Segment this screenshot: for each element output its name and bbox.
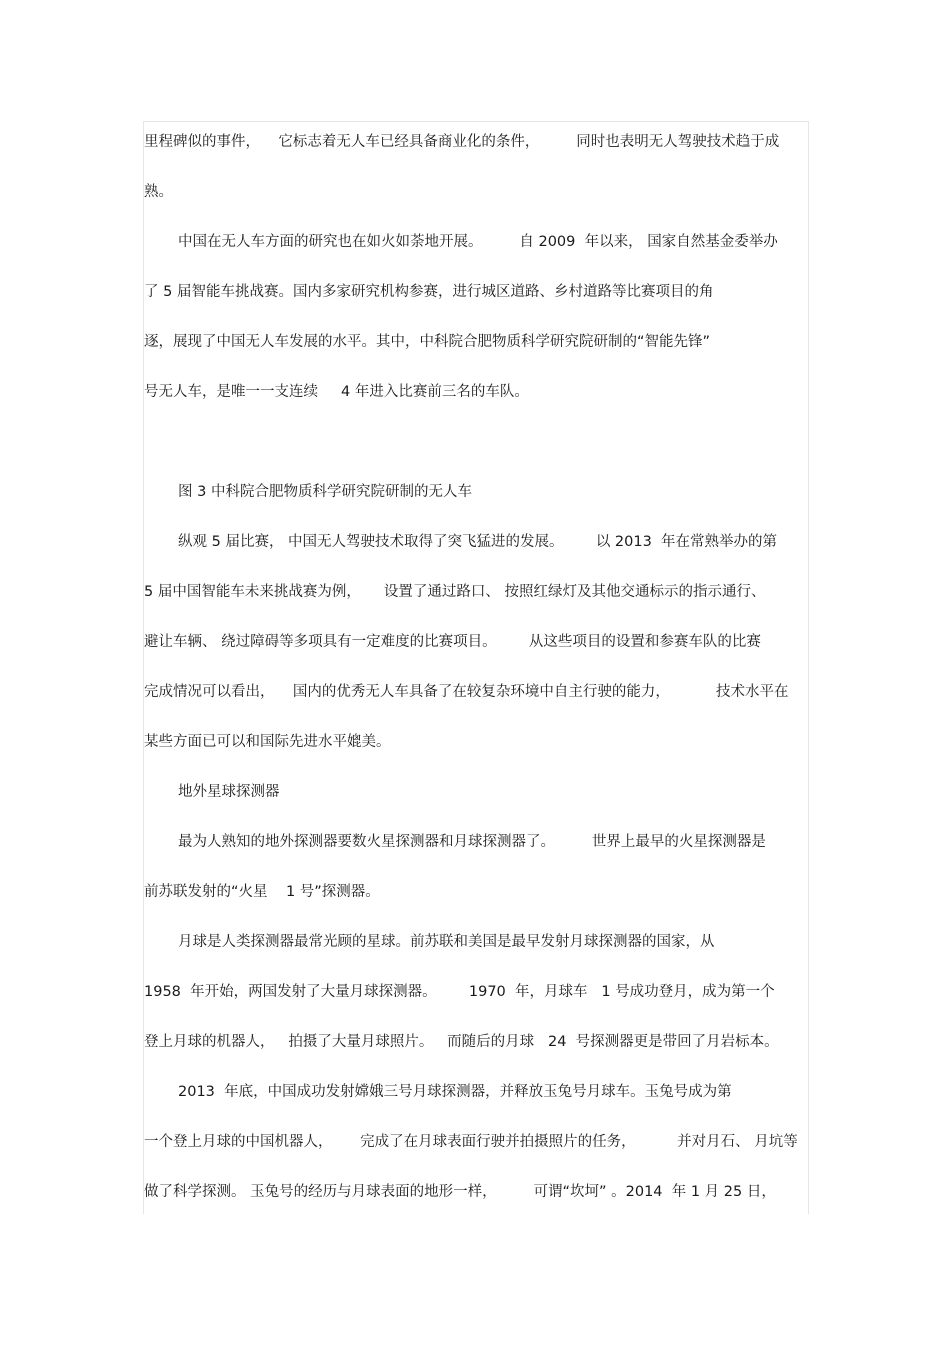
text-line: 了 5 届智能车挑战赛。国内多家研究机构参赛，进行城区道路、乡村道路等比赛项目的角: [144, 284, 714, 300]
text-line: 中国在无人车方面的研究也在如火如荼地开展。 自 2009 年以来， 国家自然基金委举办: [178, 234, 778, 250]
text-line: 号无人车，是唯一一支连续 4 年进入比赛前三名的车队。: [144, 384, 529, 400]
figure-caption: 图 3 中科院合肥物质科学研究院研制的无人车: [178, 484, 472, 500]
text-line: 月球是人类探测器最常光顾的星球。前苏联和美国是最早发射月球探测器的国家，从: [178, 934, 715, 950]
text-line: 纵观 5 届比赛， 中国无人驾驶技术取得了突飞猛进的发展。 以 2013 年在常熟举办的第: [178, 534, 778, 550]
section-heading: 地外星球探测器: [178, 784, 280, 800]
text-line: 避让车辆、 绕过障碍等多项具有一定难度的比赛项目。 从这些项目的设置和参赛车队的比赛: [144, 634, 761, 650]
text-line: 最为人熟知的地外探测器要数火星探测器和月球探测器了。 世界上最早的火星探测器是: [178, 834, 766, 850]
text-line: 1958 年开始，两国发射了大量月球探测器。 1970 年，月球车 1 号成功登月，成为第一个: [144, 984, 775, 1000]
text-line: 一个登上月球的中国机器人， 完成了在月球表面行驶并拍摄照片的任务， 并对月石、 月坑等: [144, 1134, 798, 1150]
text-line: 里程碑似的事件， 它标志着无人车已经具备商业化的条件， 同时也表明无人驾驶技术趋于成: [144, 134, 780, 150]
text-line: 2013 年底，中国成功发射嫦娥三号月球探测器，并释放玉兔号月球车。玉兔号成为第: [178, 1084, 732, 1100]
text-line: 前苏联发射的“火星 1 号”探测器。: [144, 884, 380, 900]
text-line: 5 届中国智能车未来挑战赛为例， 设置了通过路口、 按照红绿灯及其他交通标示的指示通行、: [144, 584, 766, 600]
text-line: 登上月球的机器人， 拍摄了大量月球照片。 而随后的月球 24 号探测器更是带回了月岩标本。: [144, 1034, 779, 1050]
text-line: 逐，展现了中国无人车发展的水平。其中，中科院合肥物质科学研究院研制的“智能先锋”: [144, 334, 711, 350]
text-line: 某些方面已可以和国际先进水平媲美。: [144, 734, 391, 750]
text-line: 做了科学探测。 玉兔号的经历与月球表面的地形一样， 可谓“坎坷” 。2014 年 1 月 25 日，: [144, 1184, 776, 1200]
text-line: 熟。: [144, 184, 173, 200]
text-line: 完成情况可以看出， 国内的优秀无人车具备了在较复杂环境中自主行驶的能力， 技术水平在: [144, 684, 789, 700]
